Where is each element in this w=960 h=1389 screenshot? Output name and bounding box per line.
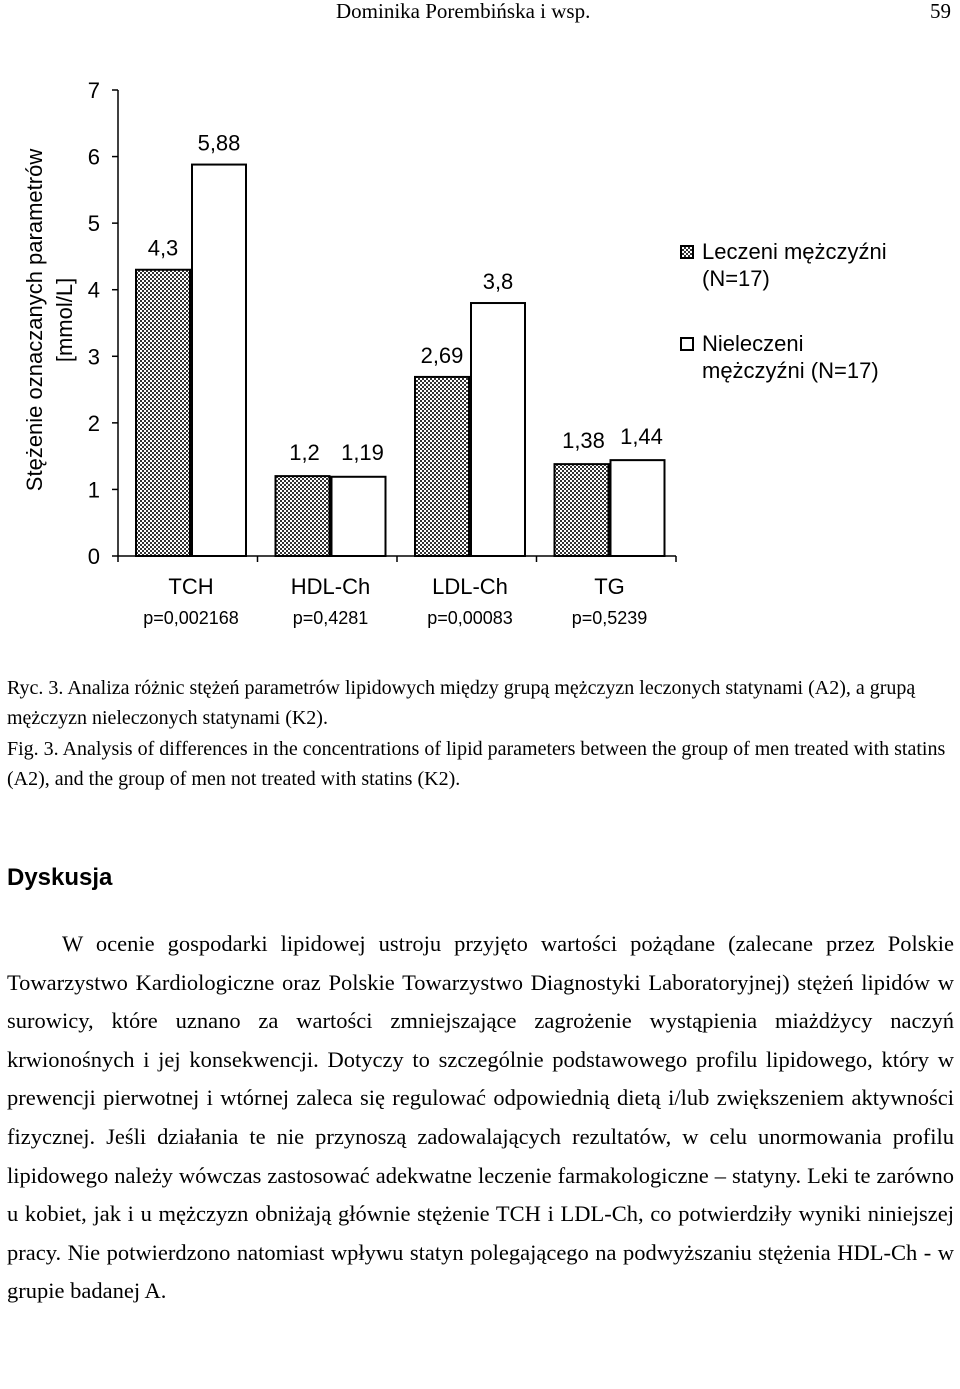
discussion-paragraph: W ocenie gospodarki lipidowej ustroju przyjęto wartości pożądane (zalecane przez Polskie Towarzystwo Kardiologiczne oraz Polskie Towarzystwo Diagnostyki Laboratoryjnej) stężeń lipidów w surowicy, które uznano za wartości zmniejszające zagrożenie wystąpienia miażdżycy naczyń krwionośnych i jej konsekwencji. Dotyczy to szczególnie podstawowego profilu lipidowego, który w prewencji pierwotnej i wtórnej zaleca się regulować odpowiednią dietą i/lub zwiększeniem aktywności fizycznej. Jeśli działania te nie przynoszą zadowalających rezultatów, w celu unormowania profilu lipidowego należy wówczas zastosować adekwatne leczenie farmakologiczne – statyny. Leki te zarówno u kobiet, jak i u mężczyzn obniżają głównie stężenie TCH i LDL-Ch, co potwierdziły wyniki niniejszej pracy. Nie potwierdzono natomiast wpływu statyn polegającego na podwyższaniu stężenia HDL-Ch - w grupie badanej A. xyxy=(7,931,954,1304)
data-label: 1,19 xyxy=(341,439,384,465)
bar-untreated xyxy=(192,165,246,556)
x-category-label: TG xyxy=(594,574,625,599)
data-label: 2,69 xyxy=(420,342,464,368)
legend-swatch-checkered xyxy=(680,245,694,259)
section-heading: Dyskusja xyxy=(7,864,113,891)
legend-item-treated xyxy=(680,238,887,292)
legend-swatch-white xyxy=(680,337,694,351)
page-number: 59 xyxy=(930,0,951,23)
p-value-label: p=0,5239 xyxy=(571,608,648,628)
y-axis-label-line1: Stężenie oznaczanych parametrów xyxy=(22,148,47,492)
y-tick-label: 0 xyxy=(87,544,100,569)
data-label: 5,88 xyxy=(197,130,241,156)
legend-label-treated-line1: Leczeni mężczyźni xyxy=(702,239,887,264)
page-header xyxy=(0,0,960,26)
running-header-authors: Dominika Porembińska i wsp. xyxy=(336,0,591,23)
y-axis-label-line2: [mmol/L] xyxy=(52,277,77,363)
x-category-label: HDL-Ch xyxy=(290,574,371,599)
p-value-label: p=0,00083 xyxy=(427,608,513,628)
legend-item-untreated xyxy=(680,330,879,384)
bar-untreated xyxy=(332,477,386,556)
y-tick-label: 2 xyxy=(87,410,100,436)
data-label: 1,44 xyxy=(620,424,663,450)
bar-treated xyxy=(415,377,469,556)
caption-en-text: Fig. 3. Analysis of differences in the concentrations of lipid parameters between the group of men treated with statins (A2), and the group of men not treated with statins (K2). xyxy=(7,738,946,790)
p-value-label: p=0,4281 xyxy=(292,608,369,628)
caption-pl-text: Ryc. 3. Analiza różnic stężeń parametrów lipidowych między grupą mężczyzn leczonych statynami (A2), a grupą mężczyzn nieleczonych statynami (K2). xyxy=(7,677,916,729)
bar-treated xyxy=(276,476,330,556)
legend-label-untreated-line1: Nieleczeni xyxy=(702,331,804,356)
y-tick-label: 7 xyxy=(87,78,100,103)
data-label: 1,2 xyxy=(289,440,320,466)
y-tick-label: 6 xyxy=(87,144,100,170)
x-category-label: TCH xyxy=(168,574,214,599)
bar-treated xyxy=(555,464,609,556)
p-value-label: p=0,002168 xyxy=(143,608,239,628)
y-tick-label: 1 xyxy=(87,477,100,503)
y-tick-label: 4 xyxy=(87,277,100,303)
bar-untreated xyxy=(611,460,665,556)
legend-label-treated-line2: (N=17) xyxy=(702,266,770,291)
y-tick-label: 3 xyxy=(87,344,100,370)
data-label: 3,8 xyxy=(482,269,514,295)
legend-label-untreated-line2: mężczyźni (N=17) xyxy=(702,358,879,383)
x-category-label: LDL-Ch xyxy=(432,574,508,599)
y-tick-label: 5 xyxy=(87,211,100,237)
data-label: 1,38 xyxy=(562,428,605,454)
figure-caption-pl xyxy=(7,673,952,733)
bar-treated xyxy=(136,270,190,556)
bar-untreated xyxy=(471,303,525,556)
data-label: 4,3 xyxy=(147,235,179,261)
figure-caption-en xyxy=(7,734,952,794)
